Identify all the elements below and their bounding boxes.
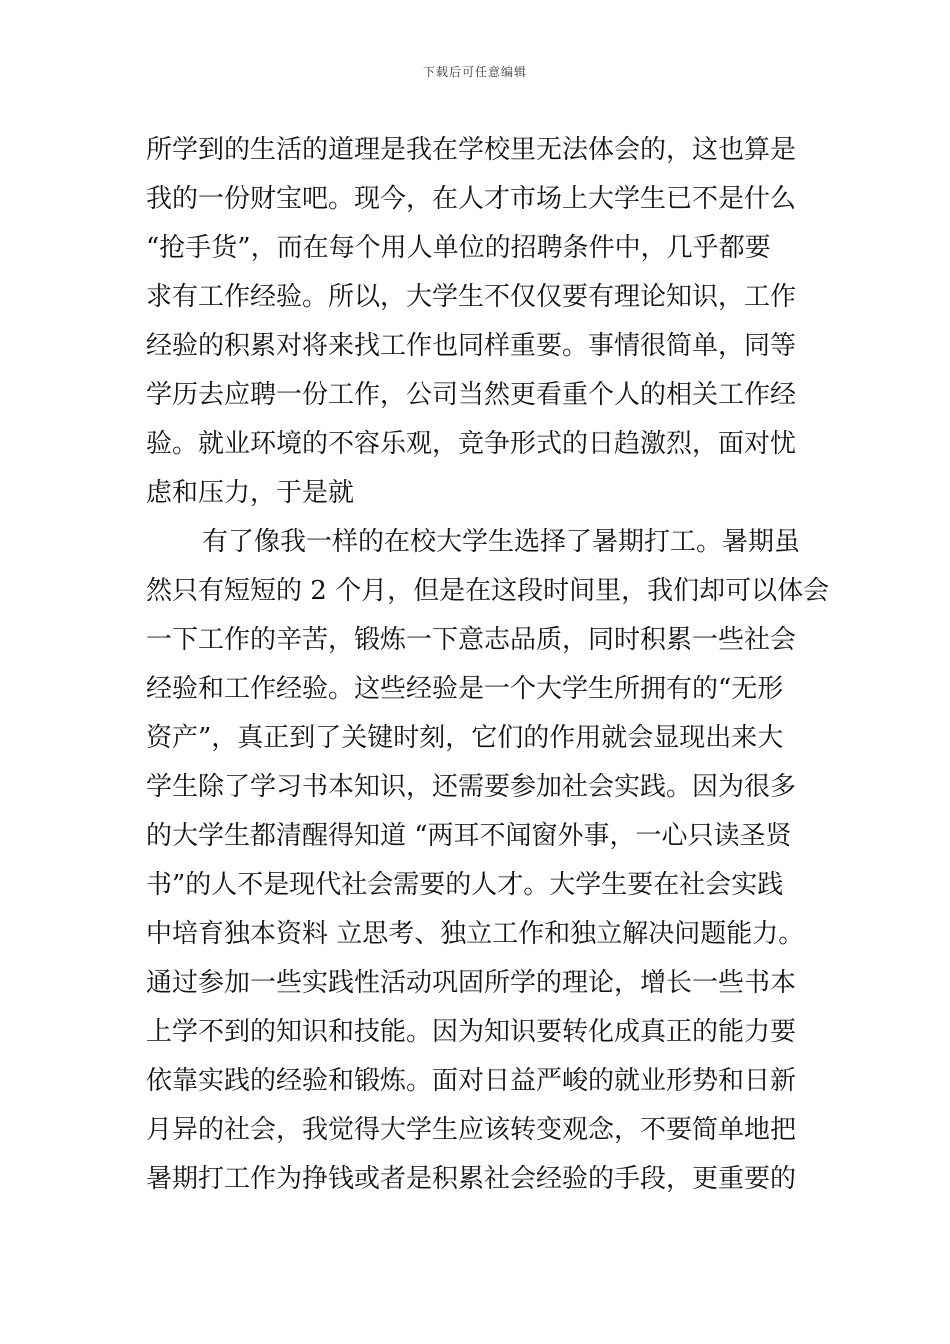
text-line: 一下工作的辛苦，锻炼一下意志品质，同时积累一些社会 (146, 625, 797, 655)
text-line: 我的一份财宝吧。现今，在人才市场上大学生已不是什么 (146, 184, 797, 214)
text-line: 依靠实践的经验和锻炼。面对日益严峻的就业形势和日新 (146, 1066, 797, 1096)
text-line: 学历去应聘一份工作，公司当然更看重个人的相关工作经 (146, 380, 797, 410)
text-line: 经验和工作经验。这些经验是一个大学生所拥有的“无形 (146, 674, 784, 704)
text-line: 暑期打工作为挣钱或者是积累社会经验的手段，更重要的 (146, 1164, 797, 1194)
text-line: 验。就业环境的不容乐观，竞争形式的日趋激烈，面对忧 (146, 429, 797, 459)
text-line: 经验的积累对将来找工作也同样重要。事情很简单，同等 (146, 331, 797, 361)
text-line: 书”的人不是现代社会需要的人才。大学生要在社会实践 (146, 870, 784, 900)
page-header: 下载后可任意编辑 (422, 65, 527, 79)
text-line: “抢手货”，而在每个用人单位的招聘条件中，几乎都要 (146, 233, 771, 263)
text-line: 中培育独本资料 立思考、独立工作和独立解决问题能力。 (146, 919, 805, 949)
text-line: 有了像我一样的在校大学生选择了暑期打工。暑期虽 (202, 527, 801, 557)
text-line: 的大学生都清醒得知道 “两耳不闻窗外事，一心只读圣贤 (146, 821, 792, 851)
document-body (146, 126, 830, 1204)
text-line: 上学不到的知识和技能。因为知识要转化成真正的能力要 (146, 1017, 797, 1047)
text-line: 学生除了学习书本知识，还需要参加社会实践。因为很多 (146, 772, 797, 802)
text-line: 所学到的生活的道理是我在学校里无法体会的，这也算是 (146, 135, 797, 165)
text-line: 资产”，真正到了关键时刻，它们的作用就会显现出来大 (146, 723, 784, 753)
text-line: 月异的社会，我觉得大学生应该转变观念，不要简单地把 (146, 1115, 797, 1145)
text-line: 求有工作经验。所以，大学生不仅仅要有理论知识，工作 (146, 282, 797, 312)
text-line: 虑和压力，于是就 (146, 478, 355, 508)
text-line: 然只有短短的 2 个月，但是在这段时间里，我们却可以体会 (146, 576, 830, 606)
text-line: 通过参加一些实践性活动巩固所学的理论，增长一些书本 (146, 968, 797, 998)
